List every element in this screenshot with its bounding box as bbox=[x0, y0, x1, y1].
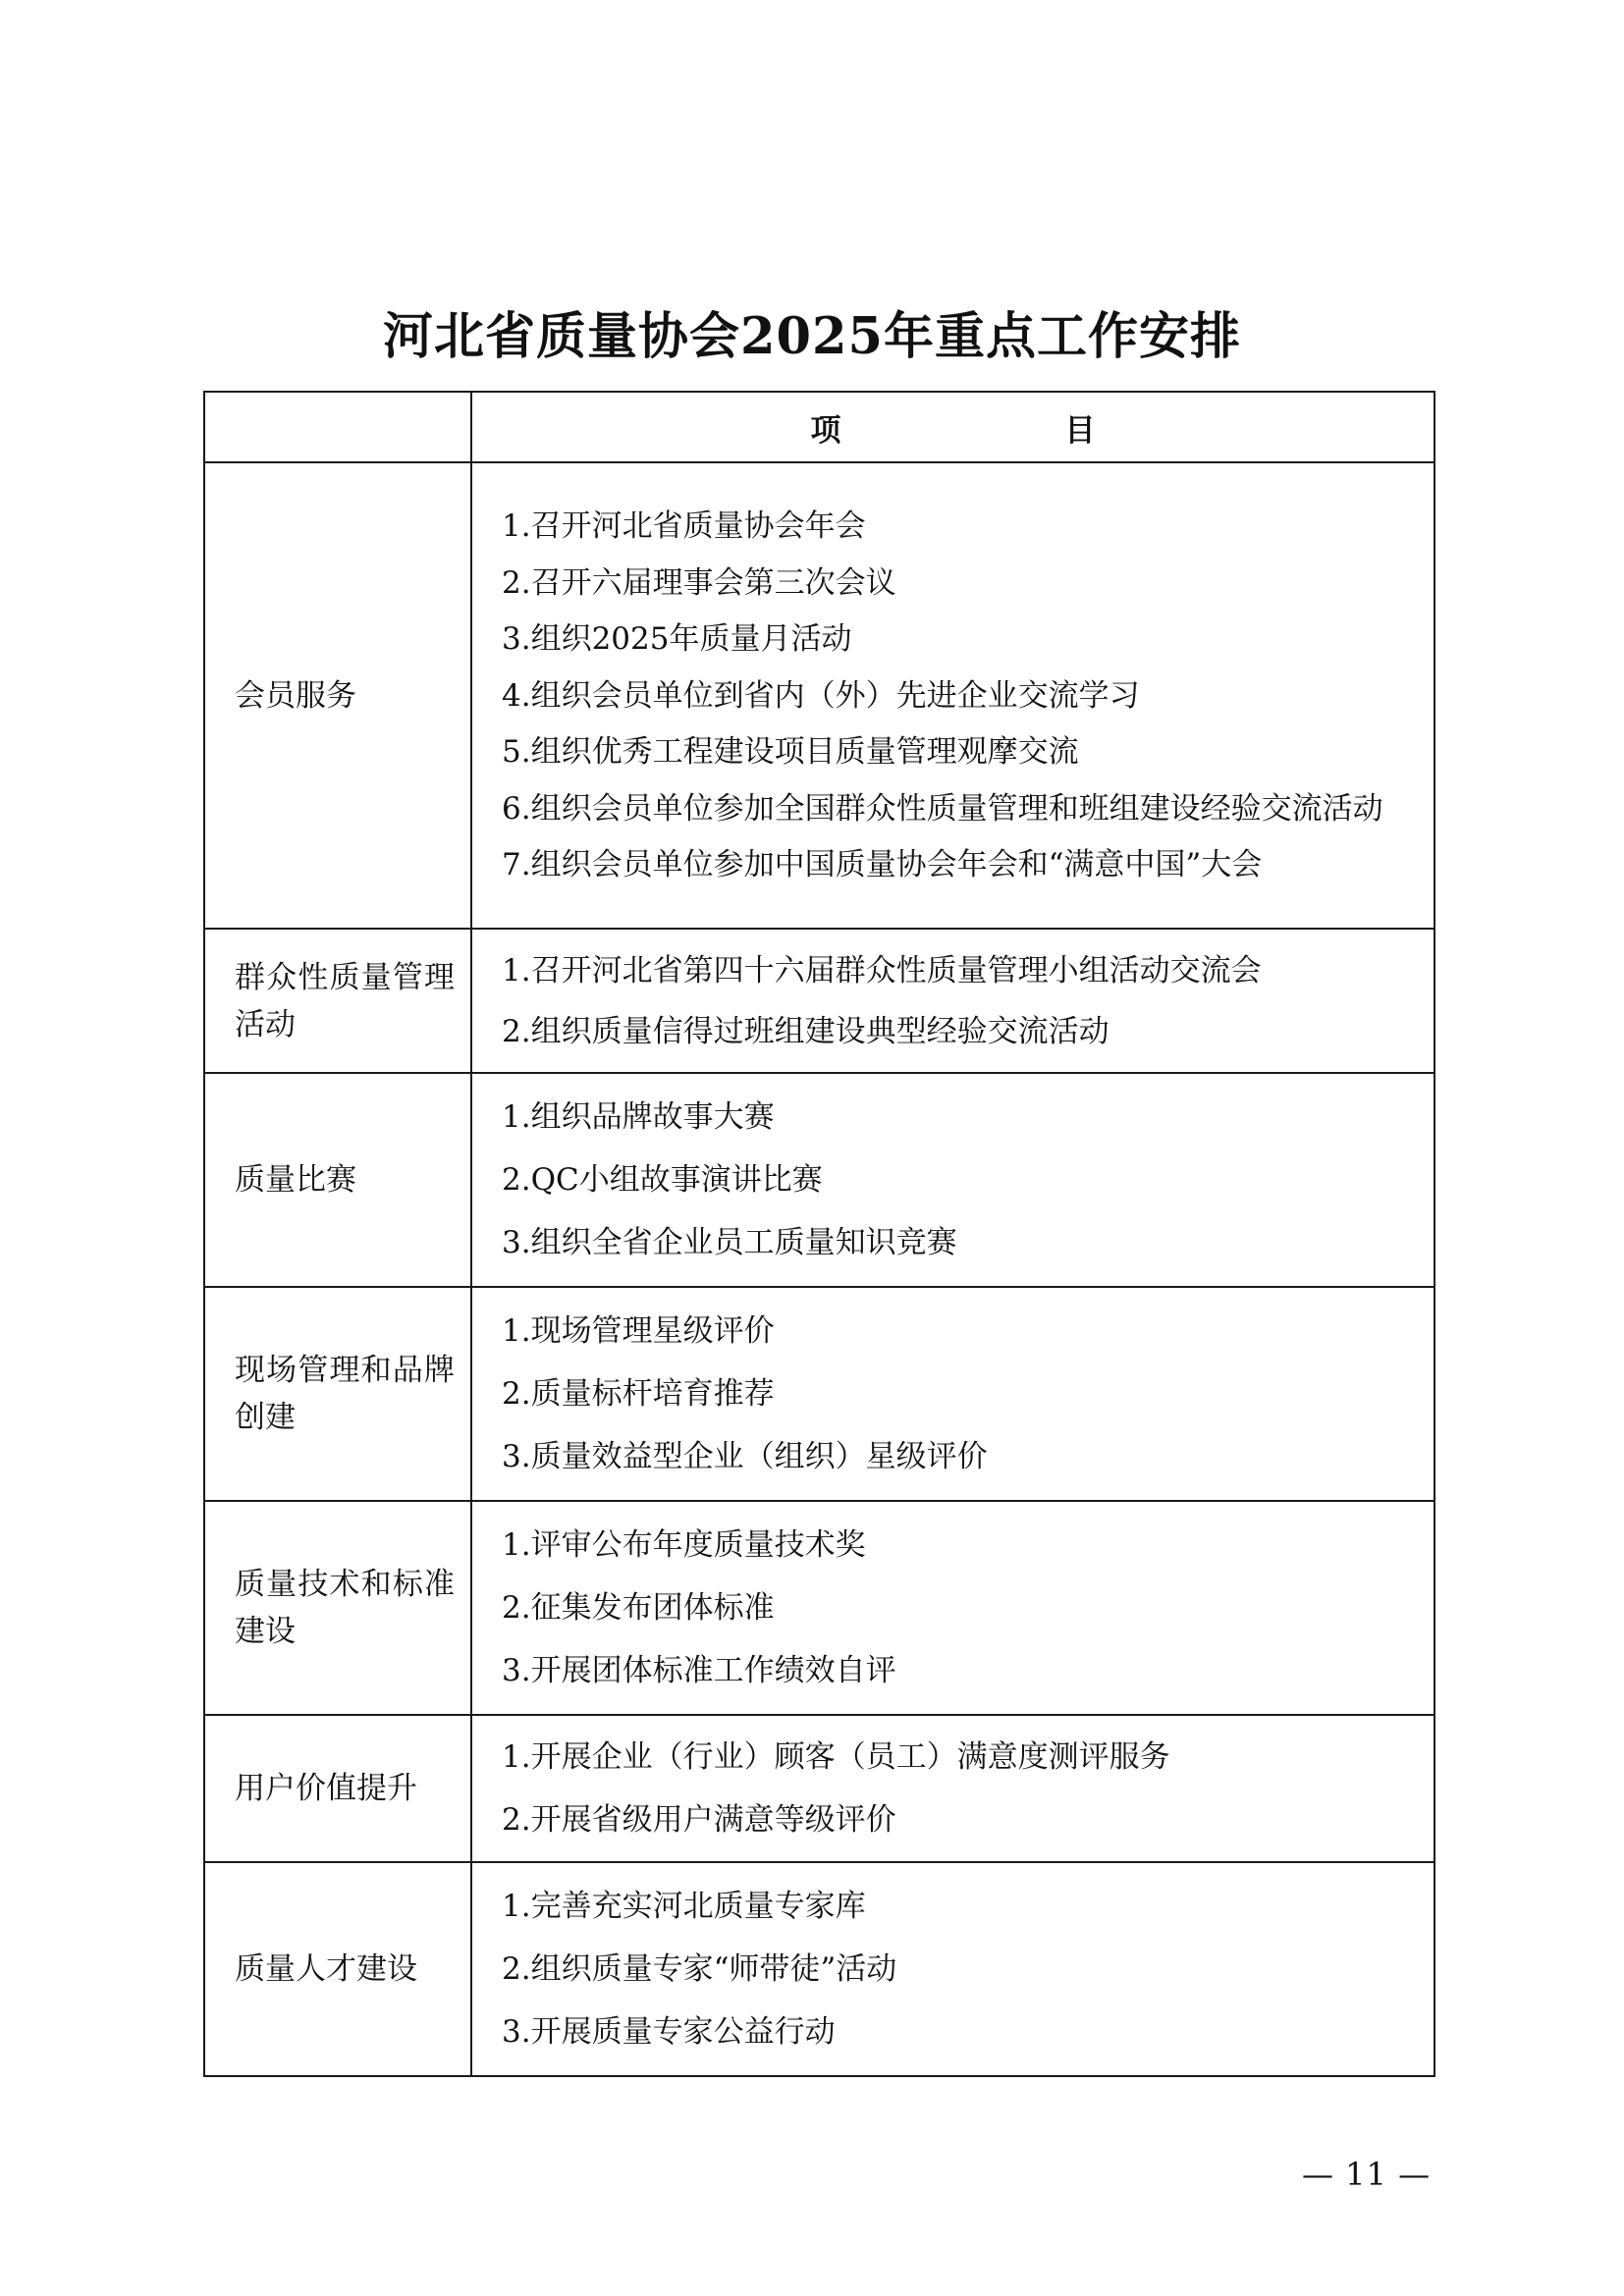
page-title: 河北省质量协会2025年重点工作安排 bbox=[383, 307, 1241, 366]
items-cell bbox=[471, 1073, 1435, 1287]
table-row bbox=[204, 1073, 1435, 1287]
category-cell: 用户价值提升 bbox=[204, 1715, 471, 1862]
list-item: 5.组织优秀工程建设项目质量管理观摩交流 bbox=[502, 734, 1079, 771]
list-item: 1.评审公布年度质量技术奖 bbox=[502, 1527, 866, 1563]
list-item: 2.召开六届理事会第三次会议 bbox=[502, 564, 896, 601]
header-items-label: 项目 bbox=[810, 412, 1320, 449]
list-item: 2.组织质量信得过班组建设典型经验交流活动 bbox=[502, 1013, 1110, 1049]
list-item: 3.开展质量专家公益行动 bbox=[502, 2014, 836, 2050]
list-item: 1.完善充实河北质量专家库 bbox=[502, 1889, 866, 1924]
list-item: 3.质量效益型企业（组织）星级评价 bbox=[502, 1439, 988, 1474]
table-row bbox=[204, 1715, 1435, 1862]
items-cell bbox=[471, 1287, 1435, 1501]
table-row bbox=[204, 1862, 1435, 2076]
work-plan-table bbox=[203, 391, 1435, 2077]
header-items-cell bbox=[471, 392, 1435, 462]
table-header-row bbox=[204, 392, 1435, 462]
list-item: 2.QC小组故事演讲比赛 bbox=[502, 1162, 823, 1198]
list-item: 3.开展团体标准工作绩效自评 bbox=[502, 1653, 896, 1688]
table-row bbox=[204, 1501, 1435, 1715]
items-cell bbox=[471, 1862, 1435, 2076]
list-item: 7.组织会员单位参加中国质量协会年会和“满意中国”大会 bbox=[502, 847, 1263, 883]
list-item: 3.组织全省企业员工质量知识竞赛 bbox=[502, 1225, 957, 1260]
list-item: 1.现场管理星级评价 bbox=[502, 1313, 775, 1349]
category-cell: 质量比赛 bbox=[204, 1073, 471, 1287]
list-item: 1.组织品牌故事大赛 bbox=[502, 1099, 775, 1135]
list-item: 2.组织质量专家“师带徒”活动 bbox=[502, 1951, 897, 1987]
items-cell bbox=[471, 1501, 1435, 1715]
table-row bbox=[204, 929, 1435, 1073]
list-item: 2.质量标杆培育推荐 bbox=[502, 1376, 775, 1412]
list-item: 2.开展省级用户满意等级评价 bbox=[502, 1802, 896, 1838]
category-cell: 质量技术和标准建设 bbox=[204, 1501, 471, 1715]
header-category-cell bbox=[204, 392, 471, 462]
page-number: — 11 — bbox=[1302, 2156, 1432, 2193]
category-cell: 现场管理和品牌创建 bbox=[204, 1287, 471, 1501]
list-item: 4.组织会员单位到省内（外）先进企业交流学习 bbox=[502, 677, 1140, 714]
category-cell: 会员服务 bbox=[204, 462, 471, 929]
items-cell bbox=[471, 462, 1435, 929]
category-cell: 群众性质量管理活动 bbox=[204, 929, 471, 1073]
list-item: 6.组织会员单位参加全国群众性质量管理和班组建设经验交流活动 bbox=[502, 790, 1383, 827]
items-cell bbox=[471, 1715, 1435, 1862]
category-cell: 质量人才建设 bbox=[204, 1862, 471, 2076]
table-row bbox=[204, 462, 1435, 929]
list-item: 2.征集发布团体标准 bbox=[502, 1590, 775, 1626]
list-item: 3.组织2025年质量月活动 bbox=[502, 621, 852, 658]
list-item: 1.开展企业（行业）顾客（员工）满意度测评服务 bbox=[502, 1739, 1170, 1775]
items-cell bbox=[471, 929, 1435, 1073]
list-item: 1.召开河北省质量协会年会 bbox=[502, 508, 866, 545]
list-item: 1.召开河北省第四十六届群众性质量管理小组活动交流会 bbox=[502, 952, 1262, 988]
table-row bbox=[204, 1287, 1435, 1501]
